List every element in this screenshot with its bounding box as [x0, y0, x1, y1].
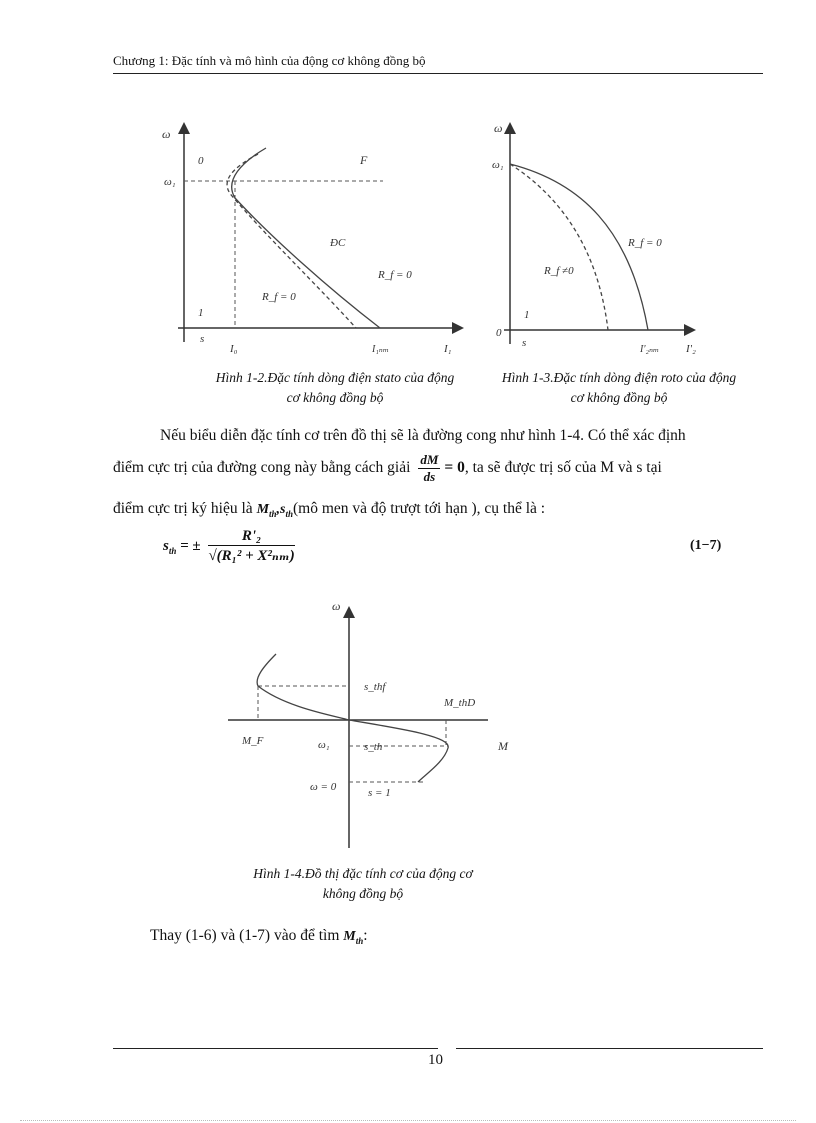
- equation-number: (1−7): [690, 538, 722, 553]
- caption-1-2: Hình 1-2.Đặc tính dòng điện stato của động cơ không đồng bộ: [215, 370, 455, 405]
- page-bottom-dots: [20, 1120, 796, 1121]
- caption-1-4: Hình 1-4.Đồ thị đặc tính cơ của động cơ không đồng bộ: [253, 866, 473, 901]
- label-I1nm: I₁ₙₘ: [372, 344, 389, 355]
- figure-1-3: [490, 118, 700, 358]
- axis-omega: ω: [494, 121, 503, 135]
- paragraph-line-3: điểm cực trị ký hiệu là $M_{th},s_{th}(mô$ men và độ trượt tới hạn ), cụ thể là :: [113, 500, 546, 519]
- label-F: F: [360, 153, 368, 167]
- label-s: s: [522, 337, 527, 349]
- paragraph-line-1: Nếu biểu diễn đặc tính cơ trên đồ thị sẽ là đường cong như hình 1-4. Có thể xác định: [160, 427, 686, 444]
- label-s-thf: s_thf: [364, 681, 386, 693]
- axis-omega: ω: [332, 599, 341, 613]
- label-I1: I₁: [444, 343, 452, 355]
- zone-0: 0: [198, 155, 204, 167]
- label-rf-ne0: R_f ≠0: [544, 265, 574, 277]
- mechanical-curve: [257, 654, 448, 782]
- axis-omega: ω: [162, 127, 171, 141]
- label-omega0: ω = 0: [310, 781, 337, 793]
- label-omega1: ω₁: [318, 739, 330, 751]
- figure-1-4: [226, 598, 526, 853]
- label-M-F: M_F: [242, 735, 264, 747]
- axis-M: M: [498, 739, 508, 753]
- label-I2: I'₂: [686, 343, 696, 355]
- formula-1-7: $s_{th}$ = ± $\frac{\text{R'₂}}{\text{√(R₁² + X²ₙₘ)}}$: [163, 528, 295, 564]
- footer-rule-left: [113, 1048, 438, 1049]
- label-s-th: s_th: [364, 741, 383, 753]
- running-header: Chương 1: Đặc tính và mô hình của động cơ không đồng bộ: [113, 53, 426, 68]
- derivative-fraction: $\frac{dM}{ds}$: [420, 452, 439, 484]
- zone-1: 1: [198, 307, 204, 319]
- label-I2nm: I'₂ₙₘ: [640, 344, 660, 355]
- omega1-label: ω₁: [164, 176, 176, 188]
- label-zero: 0: [496, 327, 502, 339]
- figure-1-2: [158, 118, 468, 358]
- bottom-text: Thay (1-6) và (1-7) vào để tìm $M_{th}$:: [150, 927, 368, 946]
- label-s1: s = 1: [368, 787, 391, 799]
- curve-rf-ne0: [510, 164, 608, 330]
- label-M-thD: M_thD: [444, 697, 476, 709]
- curve-solid: [232, 148, 380, 328]
- footer-rule-right: [456, 1048, 763, 1049]
- page-number: 10: [428, 1052, 443, 1068]
- label-I0: I₀: [230, 343, 238, 355]
- label-one: 1: [524, 309, 530, 321]
- label-rf0-left: R_f = 0: [262, 291, 296, 303]
- label-rf0: R_f = 0: [628, 237, 662, 249]
- header-rule: [113, 73, 763, 74]
- label-s: s: [200, 333, 205, 345]
- label-rf0-right: R_f = 0: [378, 269, 412, 281]
- omega1-label: ω₁: [492, 159, 504, 171]
- paragraph-line-2: điểm cực trị của đường cong này bằng cách giải $\frac{dM}{ds}$ = 0, ta sẽ được trị số của M và s tại: [113, 452, 662, 484]
- label-DC: ĐC: [330, 237, 346, 249]
- caption-1-3: Hình 1-3.Đặc tính dòng điện roto của động cơ không đồng bộ: [501, 370, 737, 405]
